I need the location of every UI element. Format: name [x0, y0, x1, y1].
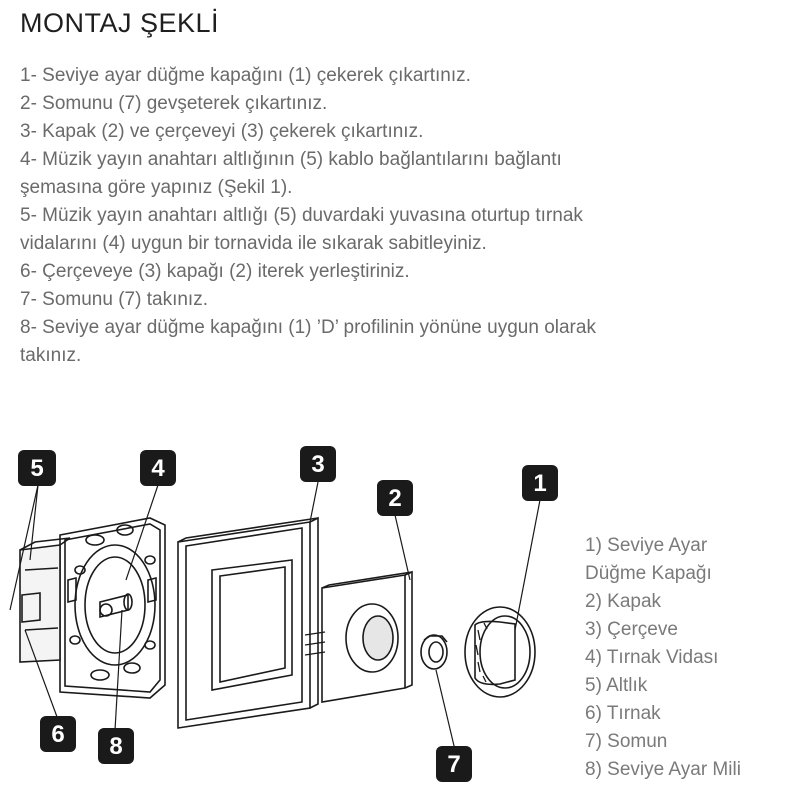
nut-drawing [421, 635, 447, 669]
instruction-list [20, 62, 790, 370]
knob-drawing [465, 607, 535, 697]
instruction-line: 6- Çerçeveye (3) kapağı (2) iterek yerleştiriniz. [20, 261, 410, 282]
callout-badge-7 [436, 746, 472, 782]
instruction-line: 5- Müzik yayın anahtarı altlığı (5) duvardaki yuvasına oturtup tırnak [20, 205, 583, 226]
legend-item: 3) Çerçeve [585, 619, 678, 640]
instruction-line: 4- Müzik yayın anahtarı altlığının (5) kablo bağlantılarını bağlantı [20, 149, 562, 170]
instruction-line: 7- Somunu (7) takınız. [20, 289, 208, 310]
legend-item: 7) Somun [585, 731, 668, 752]
callout-number: 5 [30, 455, 44, 482]
instruction-line: 1- Seviye ayar düğme kapağını (1) çekerek çıkartınız. [20, 65, 471, 86]
instruction-line: vidalarını (4) uygun bir tornavida ile sıkarak sabitleyiniz. [20, 233, 487, 254]
callout-number: 2 [388, 485, 402, 512]
parts-legend [585, 532, 741, 784]
page-title: MONTAJ ŞEKLİ [20, 8, 220, 38]
legend-item: 4) Tırnak Vidası [585, 647, 719, 668]
instruction-line: 3- Kapak (2) ve çerçeveyi (3) çekerek çıkartınız. [20, 121, 424, 142]
legend-item: 5) Altlık [585, 675, 648, 696]
instruction-line: 2- Somunu (7) gevşeterek çıkartınız. [20, 93, 328, 114]
callout-badge-2 [377, 480, 413, 516]
callout-badge-8 [98, 728, 134, 764]
callout-number: 7 [447, 751, 461, 778]
instruction-line: takınız. [20, 345, 82, 366]
frame-drawing [178, 518, 318, 728]
callout-badge-1 [522, 465, 558, 501]
callout-number: 3 [311, 451, 325, 478]
legend-item: 1) Seviye Ayar [585, 535, 708, 556]
instruction-line: 8- Seviye ayar düğme kapağını (1) ’D’ profilinin yönüne uygun olarak [20, 317, 596, 338]
legend-item: 8) Seviye Ayar Mili [585, 759, 741, 780]
callout-badge-6 [40, 716, 76, 752]
base-plate-drawing [20, 518, 165, 698]
callout-badge-5 [18, 450, 56, 486]
legend-item: 6) Tırnak [585, 703, 661, 724]
callout-badge-3 [300, 446, 336, 482]
callout-badge-4 [140, 450, 176, 486]
callout-number: 8 [109, 733, 123, 760]
legend-item: 2) Kapak [585, 591, 662, 612]
cover-drawing [305, 572, 412, 702]
callout-number: 4 [151, 455, 165, 482]
callout-number: 6 [51, 721, 65, 748]
callout-number: 1 [533, 470, 547, 497]
legend-item: Düğme Kapağı [585, 563, 712, 584]
leader-lines [10, 482, 540, 750]
instruction-line: şemasına göre yapınız (Şekil 1). [20, 177, 293, 198]
